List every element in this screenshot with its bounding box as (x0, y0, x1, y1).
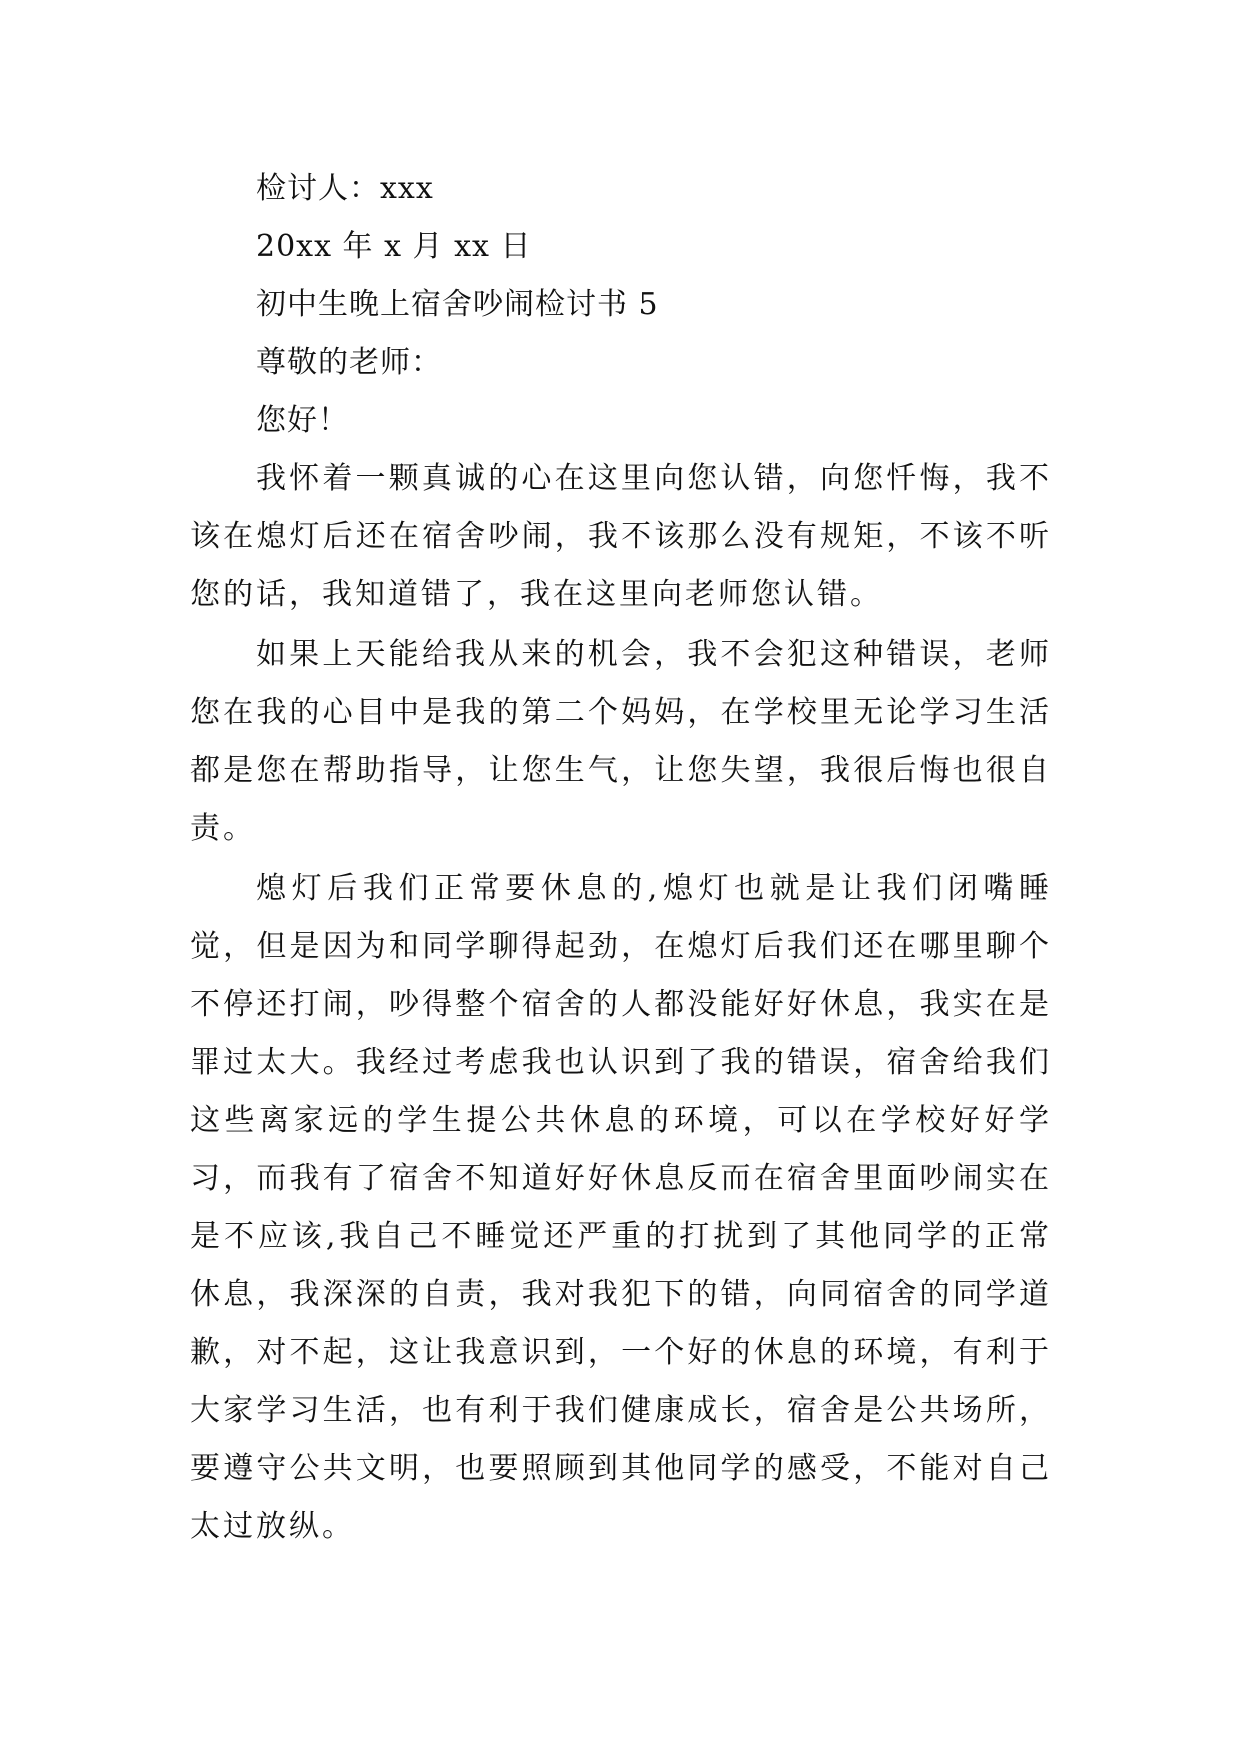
letter-salutation: 尊敬的老师： (256, 345, 442, 380)
body-paragraph: 我怀着一颗真诚的心在这里向您认错，向您忏悔，我不该在熄灯后还在宿舍吵闹，我不该那么没有规矩，不该不听您的话，我知道错了，我在这里向老师您认错。 (190, 461, 1052, 612)
reviewer-signature: 检讨人：xxx (256, 171, 434, 206)
letter-title: 初中生晚上宿舍吵闹检讨书 5 (256, 287, 659, 322)
document-body (190, 160, 1052, 1556)
body-paragraph: 熄灯后我们正常要休息的,熄灯也就是让我们闭嘴睡觉，但是因为和同学聊得起劲，在熄灯后我们还在哪里聊个不停还打闹，吵得整个宿舍的人都没能好好休息，我实在是罪过太大。我经过考虑我也认识到了我的错误，宿舍给我们这些离家远的学生提公共休息的环境，可以在学校好好学习，而我有了宿舍不知道好好休息反而在宿舍里面吵闹实在是不应该,我自己不睡觉还严重的打扰到了其他同学的正常休息，我深深的自责，我对我犯下的错，向同宿舍的同学道歉，对不起，这让我意识到，一个好的休息的环境，有利于大家学习生活，也有利于我们健康成长，宿舍是公共场所，要遵守公共文明，也要照顾到其他同学的感受，不能对自己太过放纵。 (190, 871, 1052, 1544)
signature-date: 20xx 年 x 月 xx 日 (256, 229, 532, 264)
body-paragraph: 如果上天能给我从来的机会，我不会犯这种错误，老师您在我的心目中是我的第二个妈妈，在学校里无论学习生活都是您在帮助指导，让您生气，让您失望，我很后悔也很自责。 (190, 637, 1052, 846)
letter-greeting: 您好！ (256, 403, 349, 438)
